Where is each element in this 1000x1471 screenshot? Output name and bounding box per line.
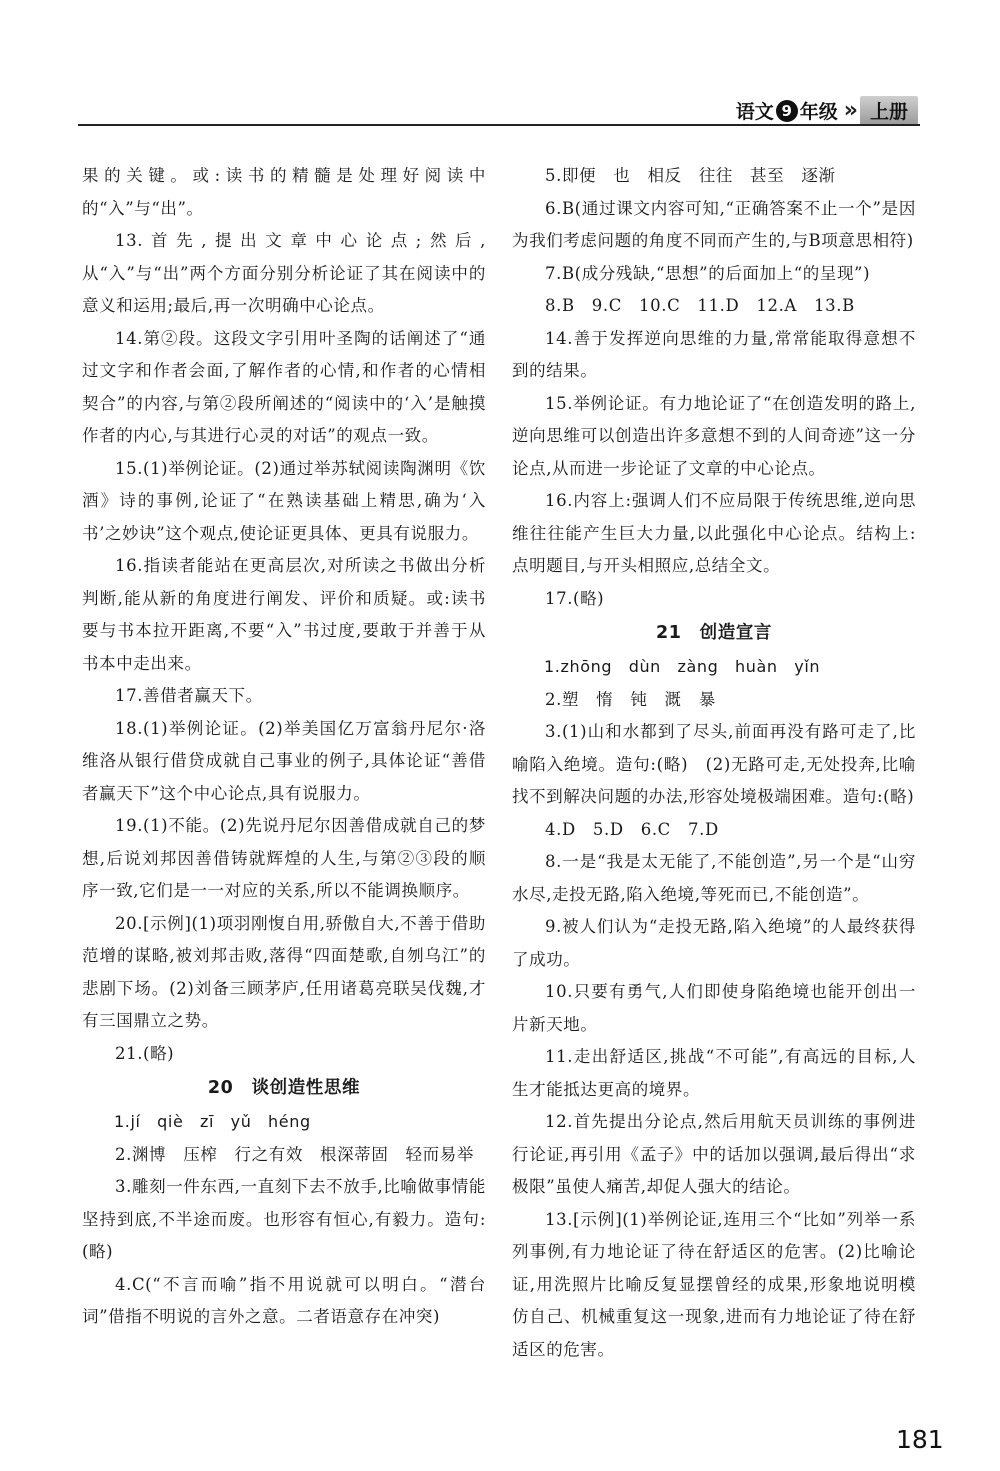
answer-paragraph: 15.举例论证。有力地论证了“在创造发明的路上,逆向思维可以创造出许多意想不到的人间奇迹”这一分论点,从而进一步论证了文章的中心论点。 (512, 393, 916, 478)
answer-paragraph: 2.塑 惰 钝 溉 暴 (545, 689, 716, 709)
answer-paragraph: 1.zhōng dùn zàng huàn yǐn (544, 657, 821, 676)
answer-paragraph: 14.善于发挥逆向思维的力量,常常能取得意想不到的结果。 (512, 328, 916, 380)
subject-label: 语文 (735, 101, 774, 123)
book-title (736, 96, 918, 125)
header-rule (78, 124, 920, 126)
answer-paragraph: 3.雕刻一件东西,一直刻下去不放手,比喻做事情能坚持到底,不半途而废。也形容有恒心,有毅力。造句:(略) (82, 1177, 486, 1261)
answer-paragraph: 3.(1)山和水都到了尽头,前面再没有路可走了,比喻陷入绝境。造句:(略) (2)无路可走,无处投奔,比喻找不到解决问题的办法,形容处境极端困难。造句:(略) (512, 722, 916, 806)
answer-paragraph: 12.首先提出分论点,然后用航天员训练的事例进行论证,再引用《孟子》中的话加以强调,最后得出“求极限”虽使人痛苦,却促人强大的结论。 (512, 1112, 916, 1196)
answer-paragraph: 6.B(通过课文内容可知,“正确答案不止一个”是因为我们考虑问题的角度不同而产生的,与B项意思相符) (512, 198, 916, 250)
page-number: 181 (896, 1425, 944, 1454)
grade-badge: 9 (776, 100, 798, 122)
answer-paragraph: 8.一是“我是太无能了,不能创造”,另一个是“山穷水尽,走投无路,陷入绝境,等死而已,不能创造”。 (512, 852, 916, 904)
grade-suffix: 年级 (799, 101, 838, 123)
right-column (512, 160, 916, 1366)
double-chevron-icon: » (843, 98, 852, 123)
answer-paragraph: 8.B 9.C 10.C 11.D 12.A 13.B (545, 296, 855, 315)
answer-paragraph: 19.(1)不能。(2)先说丹尼尔因善借成就自己的梦想,后说刘邦因善借铸就辉煌的人生,与第②③段的顺序一致,它们是一一对应的关系,所以不能调换顺序。 (82, 816, 486, 900)
answer-paragraph: 5.即便 也 相反 往往 甚至 逐渐 (545, 166, 836, 185)
section-title: 21 创造宣言 (655, 623, 773, 643)
answer-paragraph: 21.(略) (115, 1043, 175, 1063)
answer-paragraph: 16.指读者能站在更高层次,对所读之书做出分析判断,能从新的角度进行阐发、评价和质疑。或:读书要与书本拉开距离,不要“入”书过度,要敢于并善于从书本中走出来。 (82, 556, 486, 673)
answer-paragraph: 2.渊博 压榨 行之有效 根深蒂固 轻而易举 (115, 1144, 474, 1164)
answer-paragraph: 7.B(成分残缺,“思想”的后面加上“的呈现”) (545, 263, 871, 283)
answer-paragraph: 17.善借者赢天下。 (115, 686, 263, 705)
answer-paragraph: 20.[示例](1)项羽刚愎自用,骄傲自大,不善于借助范增的谋略,被刘邦击败,落得“四面楚歌,自刎乌江”的悲剧下场。(2)刘备三顾茅庐,任用诸葛亮联吴伐魏,才有三国鼎立之势。 (82, 913, 486, 1030)
page-header (78, 96, 918, 126)
section-title: 20 谈创造性思维 (207, 1078, 361, 1098)
answer-paragraph: 15.(1)举例论证。(2)通过举苏轼阅读陶渊明《饮酒》诗的事例,论证了“在熟读基础上精思,确为‘入书’之妙诀”这个观点,使论证更具体、更具有说服力。 (82, 458, 486, 543)
answer-paragraph: 10.只要有勇气,人们即使身陷绝境也能开创出一片新天地。 (512, 982, 916, 1034)
volume-label: 上册 (860, 96, 918, 125)
answer-paragraph: 14.第②段。这段文字引用叶圣陶的话阐述了“通过文字和作者会面,了解作者的心情,和作者的心情相契合”的内容,与第②段所阐述的“阅读中的‘入’是触摸作者的内心,与其进行心灵的对话”的观点一致。 (82, 328, 486, 445)
answer-paragraph: 17.(略) (545, 588, 605, 608)
left-column (82, 160, 486, 1334)
answer-paragraph: 1.jí qiè zī yǔ héng (114, 1112, 311, 1131)
answer-paragraph: 4.C(“不言而喻”指不用说就可以明白。“潜台词”借指不明说的言外之意。二者语意存在冲突) (82, 1274, 486, 1326)
answer-paragraph: 13.首先,提出文章中心论点;然后,从“入”与“出”两个方面分别分析论证了其在阅读中的意义和运用;最后,再一次明确中心论点。 (82, 231, 486, 315)
answer-paragraph: 13.[示例](1)举例论证,连用三个“比如”列举一系列事例,有力地论证了待在舒适区的危害。(2)比喻论证,用洗照片比喻反复显摆曾经的成果,形象地说明模仿自己、机械重复这一现象,进而有力地论证了待在舒适区的危害。 (512, 1209, 916, 1359)
answer-paragraph: 9.被人们认为“走投无路,陷入绝境”的人最终获得了成功。 (512, 917, 916, 969)
answer-paragraph: 18.(1)举例论证。(2)举美国亿万富翁丹尼尔·洛维洛从银行借贷成就自己事业的例子,具体论证“善借者赢天下”这个中心论点,具有说服力。 (82, 718, 486, 803)
answer-paragraph: 16.内容上:强调人们不应局限于传统思维,逆向思维往往能产生巨大力量,以此强化中心论点。结构上:点明题目,与开头相照应,总结全文。 (512, 491, 916, 575)
answer-paragraph: 4.D 5.D 6.C 7.D (545, 819, 719, 839)
answer-paragraph: 11.走出舒适区,挑战“不可能”,有高远的目标,人生才能抵达更高的境界。 (512, 1047, 916, 1099)
answer-paragraph: 果的关键。或:读书的精髓是处理好阅读中的“入”与“出”。 (82, 166, 486, 218)
